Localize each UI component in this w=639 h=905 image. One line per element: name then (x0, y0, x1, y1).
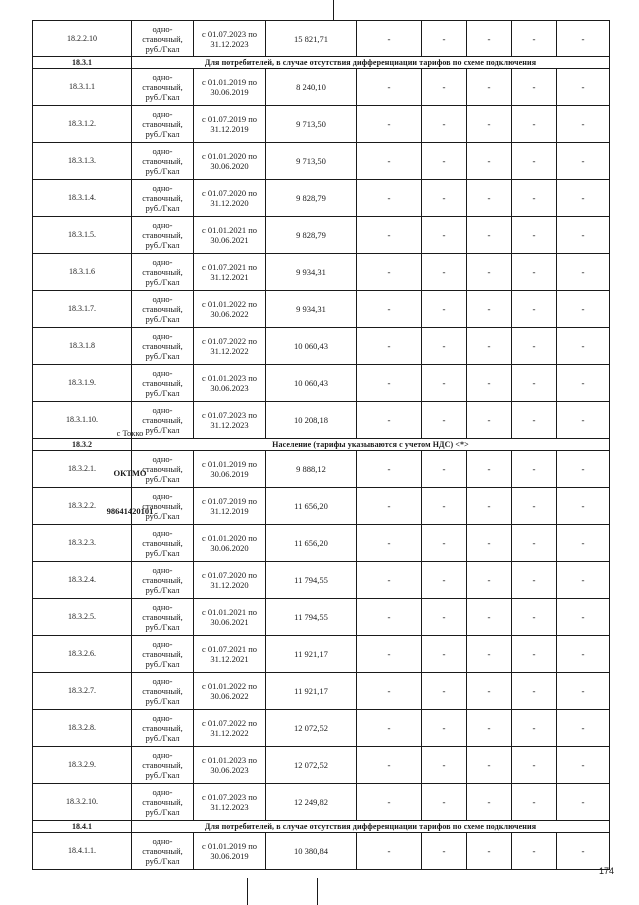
empty-value: - (512, 217, 557, 254)
empty-value: - (467, 180, 512, 217)
empty-value: - (467, 69, 512, 106)
tariff-value: 8 240,10 (266, 69, 357, 106)
validity-period: с 01.01.2023 по 30.06.2023 (194, 365, 266, 402)
empty-value: - (512, 599, 557, 636)
rate-type: одно-ставочный, руб./Гкал (132, 291, 194, 328)
empty-value: - (557, 69, 610, 106)
rate-type: одно-ставочный, руб./Гкал (132, 710, 194, 747)
validity-period: с 01.07.2023 по 31.12.2023 (194, 21, 266, 57)
section-row (33, 821, 610, 833)
tariff-value: 12 249,82 (266, 784, 357, 821)
empty-value: - (422, 69, 467, 106)
empty-value: - (357, 402, 422, 439)
tariff-value: 10 060,43 (266, 328, 357, 365)
rate-type: одно-ставочный, руб./Гкал (132, 747, 194, 784)
empty-value: - (357, 291, 422, 328)
empty-value: - (357, 180, 422, 217)
row-code: 18.3.1.8 (33, 328, 132, 365)
empty-value: - (512, 747, 557, 784)
tariff-value: 9 828,79 (266, 180, 357, 217)
validity-period: с 01.07.2019 по 31.12.2019 (194, 488, 266, 525)
empty-value: - (467, 833, 512, 870)
row-code: 18.4.1 (33, 821, 132, 833)
empty-value: - (557, 106, 610, 143)
validity-period: с 01.07.2020 по 31.12.2020 (194, 562, 266, 599)
oktmo-label: ОКТМО (113, 468, 147, 478)
row-code: 18.4.1.1. (33, 833, 132, 870)
empty-value: - (357, 673, 422, 710)
empty-value: - (422, 402, 467, 439)
empty-value: - (357, 747, 422, 784)
tariff-value: 9 713,50 (266, 106, 357, 143)
validity-period: с 01.07.2021 по 31.12.2021 (194, 254, 266, 291)
table-row (33, 599, 610, 636)
rate-type: одно-ставочный, руб./Гкал (132, 180, 194, 217)
validity-period: с 01.01.2021 по 30.06.2021 (194, 599, 266, 636)
validity-period: с 01.01.2019 по 30.06.2019 (194, 69, 266, 106)
tariff-value: 12 072,52 (266, 710, 357, 747)
empty-value: - (557, 365, 610, 402)
rate-type: одно-ставочный, руб./Гкал (132, 106, 194, 143)
empty-value: - (557, 402, 610, 439)
rate-type: одно-ставочный, руб./Гкал (132, 636, 194, 673)
row-code: 18.3.2.9. (33, 747, 132, 784)
empty-value: - (357, 525, 422, 562)
section-title: Для потребителей, в случае отсутствия дифференциации тарифов по схеме подключения (132, 57, 610, 69)
empty-value: - (512, 488, 557, 525)
empty-value: - (467, 143, 512, 180)
empty-value: - (557, 833, 610, 870)
empty-value: - (357, 328, 422, 365)
empty-value: - (557, 747, 610, 784)
table-row (33, 673, 610, 710)
empty-value: - (357, 599, 422, 636)
empty-value: - (467, 451, 512, 488)
empty-value: - (467, 21, 512, 57)
row-code: 18.3.1.5. (33, 217, 132, 254)
validity-period: с 01.07.2022 по 31.12.2022 (194, 328, 266, 365)
empty-value: - (422, 254, 467, 291)
tariff-value: 10 208,18 (266, 402, 357, 439)
section-row (33, 57, 610, 69)
tariff-value: 9 828,79 (266, 217, 357, 254)
table-row (33, 525, 610, 562)
rate-type: одно-ставочный, руб./Гкал (132, 673, 194, 710)
empty-value: - (357, 488, 422, 525)
rate-type: одно-ставочный, руб./Гкал (132, 833, 194, 870)
rate-type: одно-ставочный, руб./Гкал (132, 525, 194, 562)
tariff-value: 12 072,52 (266, 747, 357, 784)
empty-value: - (557, 488, 610, 525)
table-row (33, 710, 610, 747)
empty-value: - (512, 525, 557, 562)
row-code: 18.3.2.7. (33, 673, 132, 710)
empty-value: - (557, 217, 610, 254)
table-row (33, 143, 610, 180)
tariff-value: 11 921,17 (266, 673, 357, 710)
table-row (33, 833, 610, 870)
empty-value: - (357, 106, 422, 143)
rate-type: одно-ставочный, руб./Гкал (132, 69, 194, 106)
table-row (33, 328, 610, 365)
row-code: 18.3.2 (33, 439, 132, 451)
row-code: 18.3.1.7. (33, 291, 132, 328)
empty-value: - (422, 488, 467, 525)
rate-type: одно-ставочный, руб./Гкал (132, 254, 194, 291)
empty-value: - (512, 833, 557, 870)
table-row (33, 180, 610, 217)
empty-value: - (557, 599, 610, 636)
validity-period: с 01.01.2022 по 30.06.2022 (194, 291, 266, 328)
scan-mark (317, 878, 318, 905)
empty-value: - (557, 180, 610, 217)
validity-period: с 01.01.2022 по 30.06.2022 (194, 673, 266, 710)
empty-value: - (557, 525, 610, 562)
table-row (33, 106, 610, 143)
empty-value: - (422, 673, 467, 710)
row-code: 18.2.2.10 (33, 21, 132, 57)
empty-value: - (557, 291, 610, 328)
scan-mark (247, 878, 248, 905)
empty-value: - (467, 291, 512, 328)
section-title: Население (тарифы указываются с учетом НДС) <*> (132, 439, 610, 451)
row-code: 18.3.2.5. (33, 599, 132, 636)
empty-value: - (422, 451, 467, 488)
empty-value: - (422, 833, 467, 870)
empty-value: - (557, 784, 610, 821)
table-row (33, 291, 610, 328)
table-row (33, 747, 610, 784)
row-code: 18.3.2.6. (33, 636, 132, 673)
scan-mark (333, 0, 334, 20)
rate-type: одно-ставочный, руб./Гкал (132, 784, 194, 821)
table-row (33, 69, 610, 106)
oktmo-code: 98641420101 (106, 506, 154, 516)
tariff-value: 9 934,31 (266, 291, 357, 328)
empty-value: - (467, 365, 512, 402)
empty-value: - (467, 747, 512, 784)
row-code: 18.3.1.1 (33, 69, 132, 106)
row-code: 18.3.2.4. (33, 562, 132, 599)
row-code: 18.3.1.4. (33, 180, 132, 217)
tariff-value: 11 794,55 (266, 599, 357, 636)
empty-value: - (357, 217, 422, 254)
empty-value: - (422, 747, 467, 784)
empty-value: - (357, 784, 422, 821)
empty-value: - (357, 562, 422, 599)
table-row (33, 784, 610, 821)
validity-period: с 01.07.2023 по 31.12.2023 (194, 402, 266, 439)
row-code: 18.3.2.1. (33, 451, 132, 488)
empty-value: - (512, 291, 557, 328)
rate-type: одно-ставочный, руб./Гкал (132, 21, 194, 57)
table-row (33, 636, 610, 673)
tariff-value: 10 380,84 (266, 833, 357, 870)
empty-value: - (357, 143, 422, 180)
empty-value: - (422, 562, 467, 599)
empty-value: - (422, 143, 467, 180)
empty-value: - (467, 254, 512, 291)
table-row (33, 254, 610, 291)
empty-value: - (467, 106, 512, 143)
rate-type: одно-ставочный, руб./Гкал (132, 402, 194, 439)
row-code: 18.3.2.2. (33, 488, 132, 525)
empty-value: - (467, 599, 512, 636)
empty-value: - (557, 451, 610, 488)
locality-name: с Токко (116, 428, 144, 438)
empty-value: - (422, 636, 467, 673)
validity-period: с 01.01.2019 по 30.06.2019 (194, 833, 266, 870)
empty-value: - (357, 710, 422, 747)
tariff-value: 15 821,71 (266, 21, 357, 57)
validity-period: с 01.07.2021 по 31.12.2021 (194, 636, 266, 673)
rate-type: одно-ставочный, руб./Гкал (132, 143, 194, 180)
rate-type: одно-ставочный, руб./Гкал (132, 365, 194, 402)
rate-type: одно-ставочный, руб./Гкал (132, 217, 194, 254)
empty-value: - (557, 143, 610, 180)
empty-value: - (422, 365, 467, 402)
empty-value: - (422, 525, 467, 562)
empty-value: - (512, 254, 557, 291)
row-code: 18.3.1.10. (33, 402, 132, 439)
tariff-value: 9 713,50 (266, 143, 357, 180)
empty-value: - (512, 143, 557, 180)
tariff-value: 9 934,31 (266, 254, 357, 291)
validity-period: с 01.07.2019 по 31.12.2019 (194, 106, 266, 143)
rate-type: одно-ставочный, руб./Гкал (132, 328, 194, 365)
tariff-value: 10 060,43 (266, 365, 357, 402)
empty-value: - (357, 254, 422, 291)
tariff-value: 11 656,20 (266, 525, 357, 562)
validity-period: с 01.01.2021 по 30.06.2021 (194, 217, 266, 254)
empty-value: - (467, 525, 512, 562)
empty-value: - (512, 784, 557, 821)
validity-period: с 01.01.2020 по 30.06.2020 (194, 143, 266, 180)
empty-value: - (467, 710, 512, 747)
empty-value: - (512, 365, 557, 402)
row-code: 18.3.1.9. (33, 365, 132, 402)
empty-value: - (357, 69, 422, 106)
rate-type: одно-ставочный, руб./Гкал (132, 562, 194, 599)
validity-period: с 01.01.2023 по 30.06.2023 (194, 747, 266, 784)
empty-value: - (422, 106, 467, 143)
section-title: Для потребителей, в случае отсутствия дифференциации тарифов по схеме подключения (132, 821, 610, 833)
empty-value: - (467, 636, 512, 673)
rate-type: одно-ставочный, руб./Гкал (132, 451, 194, 488)
empty-value: - (512, 328, 557, 365)
empty-value: - (467, 402, 512, 439)
empty-value: - (422, 291, 467, 328)
table-row (33, 217, 610, 254)
validity-period: с 01.07.2022 по 31.12.2022 (194, 710, 266, 747)
empty-value: - (512, 180, 557, 217)
row-code: 18.3.1 (33, 57, 132, 69)
empty-value: - (357, 451, 422, 488)
validity-period: с 01.07.2023 по 31.12.2023 (194, 784, 266, 821)
empty-value: - (557, 328, 610, 365)
empty-value: - (512, 402, 557, 439)
empty-value: - (467, 673, 512, 710)
empty-value: - (422, 180, 467, 217)
empty-value: - (512, 69, 557, 106)
empty-value: - (512, 562, 557, 599)
empty-value: - (512, 106, 557, 143)
empty-value: - (422, 784, 467, 821)
validity-period: с 01.01.2020 по 30.06.2020 (194, 525, 266, 562)
empty-value: - (512, 451, 557, 488)
empty-value: - (357, 21, 422, 57)
empty-value: - (467, 562, 512, 599)
table-row (33, 562, 610, 599)
validity-period: с 01.07.2020 по 31.12.2020 (194, 180, 266, 217)
rate-type: одно-ставочный, руб./Гкал (132, 599, 194, 636)
empty-value: - (357, 636, 422, 673)
empty-value: - (467, 784, 512, 821)
row-code: 18.3.2.10. (33, 784, 132, 821)
empty-value: - (422, 599, 467, 636)
page-number: 174 (599, 866, 615, 876)
empty-value: - (512, 673, 557, 710)
rate-type: одно-ставочный, руб./Гкал (132, 488, 194, 525)
empty-value: - (557, 21, 610, 57)
empty-value: - (557, 710, 610, 747)
row-code: 18.3.1.2. (33, 106, 132, 143)
empty-value: - (557, 254, 610, 291)
empty-value: - (422, 217, 467, 254)
table-row (33, 365, 610, 402)
empty-value: - (357, 833, 422, 870)
empty-value: - (422, 710, 467, 747)
empty-value: - (557, 562, 610, 599)
locality-block (99, 428, 161, 516)
row-code: 18.3.1.3. (33, 143, 132, 180)
row-code: 18.3.2.8. (33, 710, 132, 747)
empty-value: - (357, 365, 422, 402)
empty-value: - (557, 636, 610, 673)
tariff-value: 11 656,20 (266, 488, 357, 525)
empty-value: - (422, 21, 467, 57)
tariff-value: 11 921,17 (266, 636, 357, 673)
table-row (33, 21, 610, 57)
empty-value: - (512, 21, 557, 57)
empty-value: - (422, 328, 467, 365)
tariff-value: 9 888,12 (266, 451, 357, 488)
empty-value: - (512, 636, 557, 673)
empty-value: - (467, 488, 512, 525)
empty-value: - (467, 217, 512, 254)
row-code: 18.3.1.6 (33, 254, 132, 291)
empty-value: - (467, 328, 512, 365)
empty-value: - (512, 710, 557, 747)
row-code: 18.3.2.3. (33, 525, 132, 562)
tariff-value: 11 794,55 (266, 562, 357, 599)
empty-value: - (557, 673, 610, 710)
validity-period: с 01.01.2019 по 30.06.2019 (194, 451, 266, 488)
